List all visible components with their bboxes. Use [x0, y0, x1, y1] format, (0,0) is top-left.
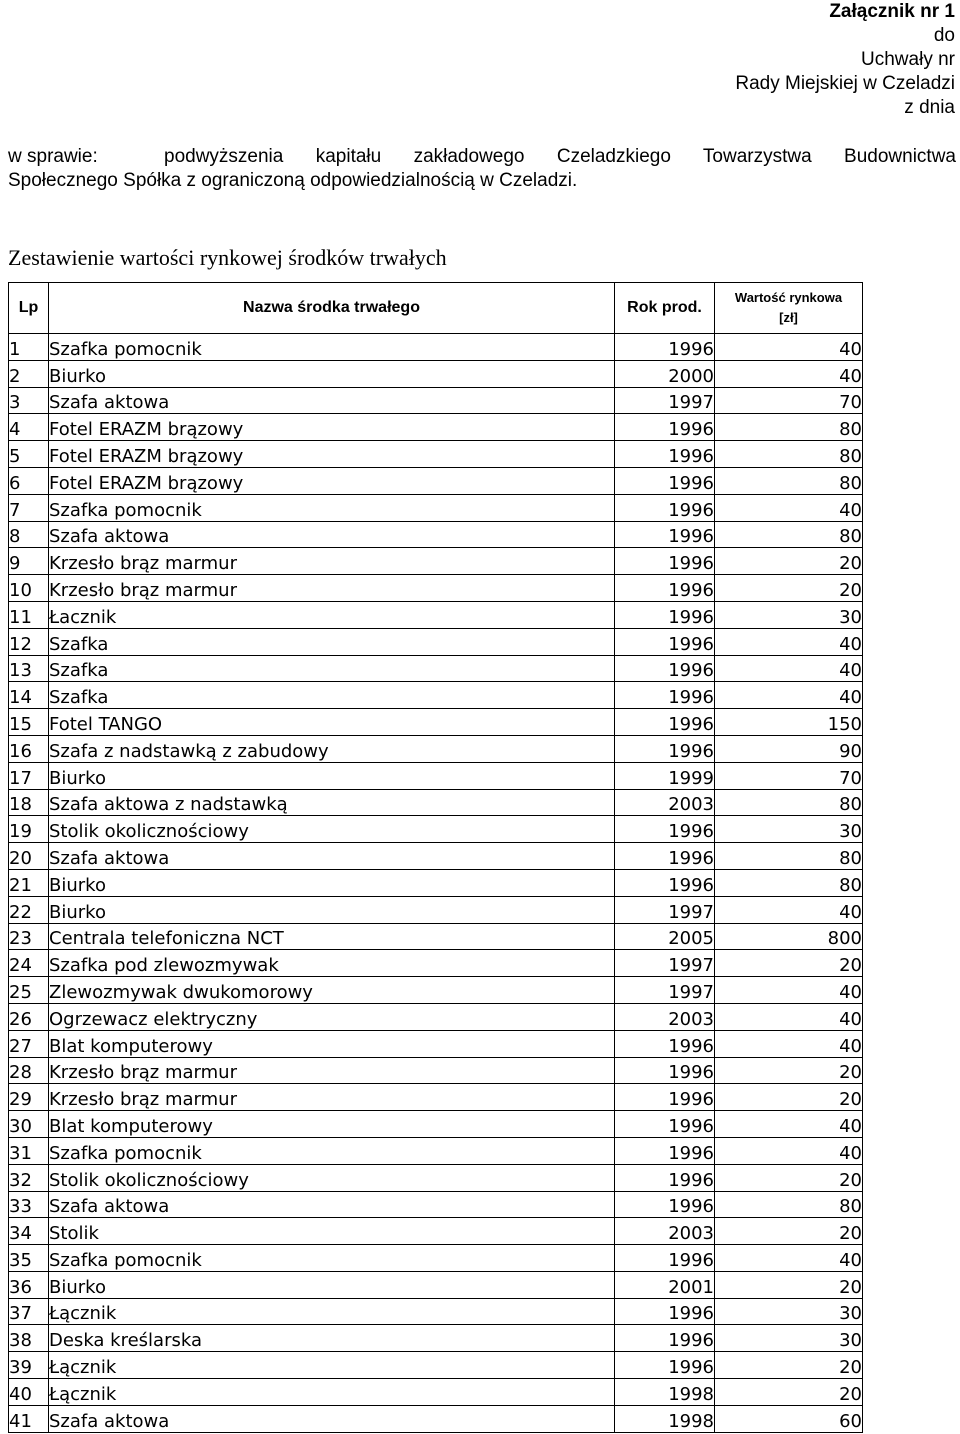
row-name: Fotel ERAZM brązowy [49, 414, 615, 441]
row-year: 1996 [615, 1352, 715, 1379]
table-row [9, 1379, 863, 1406]
row-name: Stolik okolicznościowy [49, 1164, 615, 1191]
row-year: 1996 [615, 1137, 715, 1164]
row-value: 80 [715, 467, 863, 494]
row-name: Biurko [49, 762, 615, 789]
row-name: Szafka [49, 682, 615, 709]
row-value: 800 [715, 923, 863, 950]
row-value: 40 [715, 1030, 863, 1057]
row-name: Fotel ERAZM brązowy [49, 441, 615, 468]
table-row [9, 467, 863, 494]
table-row [9, 441, 863, 468]
table-row [9, 628, 863, 655]
row-name: Blat komputerowy [49, 1030, 615, 1057]
row-value: 80 [715, 789, 863, 816]
row-year: 1998 [615, 1379, 715, 1406]
row-name: Szafka [49, 655, 615, 682]
row-year: 1996 [615, 1325, 715, 1352]
table-row [9, 869, 863, 896]
row-year: 2003 [615, 789, 715, 816]
row-lp: 24 [9, 950, 49, 977]
table-row [9, 387, 863, 414]
row-value: 60 [715, 1405, 863, 1432]
row-lp: 8 [9, 521, 49, 548]
row-name: Szafa aktowa [49, 1405, 615, 1432]
row-year: 1996 [615, 1030, 715, 1057]
row-lp: 20 [9, 843, 49, 870]
table-row [9, 843, 863, 870]
table-row [9, 762, 863, 789]
table-row [9, 655, 863, 682]
row-value: 80 [715, 1191, 863, 1218]
row-value: 20 [715, 950, 863, 977]
row-value: 20 [715, 1352, 863, 1379]
row-lp: 28 [9, 1057, 49, 1084]
table-row [9, 414, 863, 441]
row-name: Szafa aktowa z nadstawką [49, 789, 615, 816]
row-lp: 5 [9, 441, 49, 468]
row-year: 2000 [615, 360, 715, 387]
row-lp: 22 [9, 896, 49, 923]
row-lp: 26 [9, 1003, 49, 1030]
row-year: 2003 [615, 1218, 715, 1245]
table-row [9, 1003, 863, 1030]
row-value: 70 [715, 387, 863, 414]
row-value: 40 [715, 977, 863, 1004]
row-name: Zlewozmywak dwukomorowy [49, 977, 615, 1004]
row-lp: 16 [9, 735, 49, 762]
row-name: Centrala telefoniczna NCT [49, 923, 615, 950]
row-year: 2001 [615, 1271, 715, 1298]
row-lp: 30 [9, 1111, 49, 1138]
row-value: 40 [715, 896, 863, 923]
row-year: 1996 [615, 441, 715, 468]
table-row [9, 548, 863, 575]
table-row [9, 1405, 863, 1432]
table-row [9, 735, 863, 762]
row-lp: 1 [9, 334, 49, 361]
row-name: Łacznik [49, 601, 615, 628]
row-year: 1996 [615, 334, 715, 361]
assets-table [8, 282, 863, 1433]
table-row [9, 575, 863, 602]
row-value: 40 [715, 334, 863, 361]
table-row [9, 360, 863, 387]
row-name: Blat komputerowy [49, 1111, 615, 1138]
row-lp: 31 [9, 1137, 49, 1164]
row-year: 1996 [615, 521, 715, 548]
table-row [9, 1111, 863, 1138]
table-row [9, 1084, 863, 1111]
row-value: 80 [715, 521, 863, 548]
row-year: 1996 [615, 1245, 715, 1272]
table-row [9, 1271, 863, 1298]
table-row [9, 601, 863, 628]
header-value-line2: [zł] [779, 310, 798, 325]
subject-text-line1: podwyższenia kapitału zakładowego Czeladzkiego Towarzystwa Budownictwa [164, 146, 956, 167]
table-row [9, 950, 863, 977]
row-lp: 17 [9, 762, 49, 789]
row-lp: 37 [9, 1298, 49, 1325]
row-year: 1996 [615, 709, 715, 736]
table-row [9, 789, 863, 816]
row-name: Fotel TANGO [49, 709, 615, 736]
row-value: 20 [715, 1218, 863, 1245]
row-name: Szafa aktowa [49, 843, 615, 870]
row-value: 20 [715, 1057, 863, 1084]
row-year: 1996 [615, 601, 715, 628]
row-name: Szafka pomocnik [49, 1245, 615, 1272]
row-value: 20 [715, 1084, 863, 1111]
row-value: 30 [715, 601, 863, 628]
row-year: 1996 [615, 843, 715, 870]
row-lp: 23 [9, 923, 49, 950]
header-name: Nazwa środka trwałego [49, 283, 615, 334]
row-name: Stolik okolicznościowy [49, 816, 615, 843]
row-lp: 19 [9, 816, 49, 843]
row-name: Łącznik [49, 1298, 615, 1325]
row-value: 80 [715, 441, 863, 468]
row-value: 30 [715, 1298, 863, 1325]
row-year: 1996 [615, 414, 715, 441]
row-lp: 27 [9, 1030, 49, 1057]
row-value: 40 [715, 494, 863, 521]
row-year: 1996 [615, 1111, 715, 1138]
table-row [9, 816, 863, 843]
table-body [9, 334, 863, 1433]
table-row [9, 521, 863, 548]
row-name: Deska kreślarska [49, 1325, 615, 1352]
row-name: Krzesło brąz marmur [49, 1084, 615, 1111]
row-lp: 4 [9, 414, 49, 441]
table-row [9, 923, 863, 950]
row-name: Szafka [49, 628, 615, 655]
row-name: Biurko [49, 869, 615, 896]
row-year: 1996 [615, 494, 715, 521]
row-name: Szafa aktowa [49, 521, 615, 548]
row-year: 1996 [615, 628, 715, 655]
header-lp: Lp [9, 283, 49, 334]
row-value: 40 [715, 628, 863, 655]
row-year: 1997 [615, 950, 715, 977]
row-lp: 32 [9, 1164, 49, 1191]
row-lp: 12 [9, 628, 49, 655]
row-value: 30 [715, 816, 863, 843]
row-value: 90 [715, 735, 863, 762]
table-row [9, 1325, 863, 1352]
row-lp: 14 [9, 682, 49, 709]
row-year: 1998 [615, 1405, 715, 1432]
row-value: 40 [715, 682, 863, 709]
row-lp: 29 [9, 1084, 49, 1111]
row-year: 1996 [615, 575, 715, 602]
row-value: 80 [715, 414, 863, 441]
row-value: 20 [715, 1271, 863, 1298]
row-year: 1996 [615, 1057, 715, 1084]
row-name: Biurko [49, 896, 615, 923]
row-year: 1999 [615, 762, 715, 789]
row-value: 20 [715, 1164, 863, 1191]
row-name: Szafa z nadstawką z zabudowy [49, 735, 615, 762]
table-row [9, 896, 863, 923]
row-name: Szafka pomocnik [49, 334, 615, 361]
row-value: 80 [715, 843, 863, 870]
table-row [9, 494, 863, 521]
row-value: 30 [715, 1325, 863, 1352]
document-title: Zestawienie wartości rynkowej środków trwałych [8, 245, 447, 270]
row-year: 2003 [615, 1003, 715, 1030]
row-year: 1996 [615, 1164, 715, 1191]
subject-block [8, 145, 956, 193]
table-row [9, 977, 863, 1004]
table-row [9, 1164, 863, 1191]
row-lp: 3 [9, 387, 49, 414]
row-lp: 9 [9, 548, 49, 575]
table-row [9, 1137, 863, 1164]
row-lp: 11 [9, 601, 49, 628]
header-year: Rok prod. [615, 283, 715, 334]
row-name: Krzesło brąz marmur [49, 1057, 615, 1084]
table-row [9, 334, 863, 361]
row-lp: 34 [9, 1218, 49, 1245]
row-lp: 33 [9, 1191, 49, 1218]
row-value: 40 [715, 655, 863, 682]
row-lp: 13 [9, 655, 49, 682]
row-year: 1997 [615, 977, 715, 1004]
row-lp: 25 [9, 977, 49, 1004]
attachment-resolution: Uchwały nr [861, 49, 955, 70]
subject-text-line2: Społecznego Spółka z ograniczoną odpowiedzialnością w Czeladzi. [8, 170, 578, 191]
row-year: 2005 [615, 923, 715, 950]
row-name: Stolik [49, 1218, 615, 1245]
table-row [9, 1352, 863, 1379]
row-lp: 7 [9, 494, 49, 521]
row-name: Ogrzewacz elektryczny [49, 1003, 615, 1030]
row-value: 20 [715, 1379, 863, 1406]
attachment-date: z dnia [904, 97, 955, 118]
row-name: Krzesło brąz marmur [49, 575, 615, 602]
row-value: 40 [715, 1137, 863, 1164]
row-lp: 21 [9, 869, 49, 896]
row-year: 1996 [615, 1298, 715, 1325]
row-year: 1996 [615, 467, 715, 494]
table-row [9, 1298, 863, 1325]
row-value: 80 [715, 869, 863, 896]
row-name: Szafka pomocnik [49, 494, 615, 521]
row-year: 1996 [615, 655, 715, 682]
row-lp: 39 [9, 1352, 49, 1379]
row-name: Biurko [49, 360, 615, 387]
table-row [9, 1245, 863, 1272]
row-name: Biurko [49, 1271, 615, 1298]
row-lp: 6 [9, 467, 49, 494]
table-row [9, 1057, 863, 1084]
row-lp: 15 [9, 709, 49, 736]
row-lp: 40 [9, 1379, 49, 1406]
row-name: Szafka pod zlewozmywak [49, 950, 615, 977]
row-year: 1996 [615, 735, 715, 762]
row-year: 1997 [615, 387, 715, 414]
row-name: Szafa aktowa [49, 387, 615, 414]
attachment-number: Załącznik nr 1 [829, 1, 955, 22]
row-year: 1997 [615, 896, 715, 923]
attachment-council: Rady Miejskiej w Czeladzi [735, 73, 955, 94]
table-row [9, 709, 863, 736]
row-value: 40 [715, 1245, 863, 1272]
row-name: Szafka pomocnik [49, 1137, 615, 1164]
row-name: Krzesło brąz marmur [49, 548, 615, 575]
table-row [9, 682, 863, 709]
attachment-header [735, 0, 955, 120]
row-name: Łącznik [49, 1379, 615, 1406]
row-lp: 35 [9, 1245, 49, 1272]
table-row [9, 1191, 863, 1218]
row-year: 1996 [615, 869, 715, 896]
row-lp: 36 [9, 1271, 49, 1298]
table-row [9, 1030, 863, 1057]
row-year: 1996 [615, 816, 715, 843]
row-lp: 10 [9, 575, 49, 602]
row-lp: 2 [9, 360, 49, 387]
row-year: 1996 [615, 548, 715, 575]
row-lp: 38 [9, 1325, 49, 1352]
subject-label: w sprawie: [8, 146, 98, 167]
row-name: Łącznik [49, 1352, 615, 1379]
table-row [9, 1218, 863, 1245]
row-value: 40 [715, 1111, 863, 1138]
header-value [715, 283, 863, 334]
header-value-line1: Wartość rynkowa [734, 290, 843, 305]
row-value: 20 [715, 575, 863, 602]
row-year: 1996 [615, 682, 715, 709]
row-value: 150 [715, 709, 863, 736]
row-year: 1996 [615, 1084, 715, 1111]
row-value: 40 [715, 360, 863, 387]
row-lp: 18 [9, 789, 49, 816]
row-value: 40 [715, 1003, 863, 1030]
row-year: 1996 [615, 1191, 715, 1218]
attachment-do: do [933, 25, 955, 46]
row-value: 70 [715, 762, 863, 789]
row-value: 20 [715, 548, 863, 575]
row-name: Fotel ERAZM brązowy [49, 467, 615, 494]
row-name: Szafa aktowa [49, 1191, 615, 1218]
row-lp: 41 [9, 1405, 49, 1432]
table-header-row [9, 283, 863, 334]
